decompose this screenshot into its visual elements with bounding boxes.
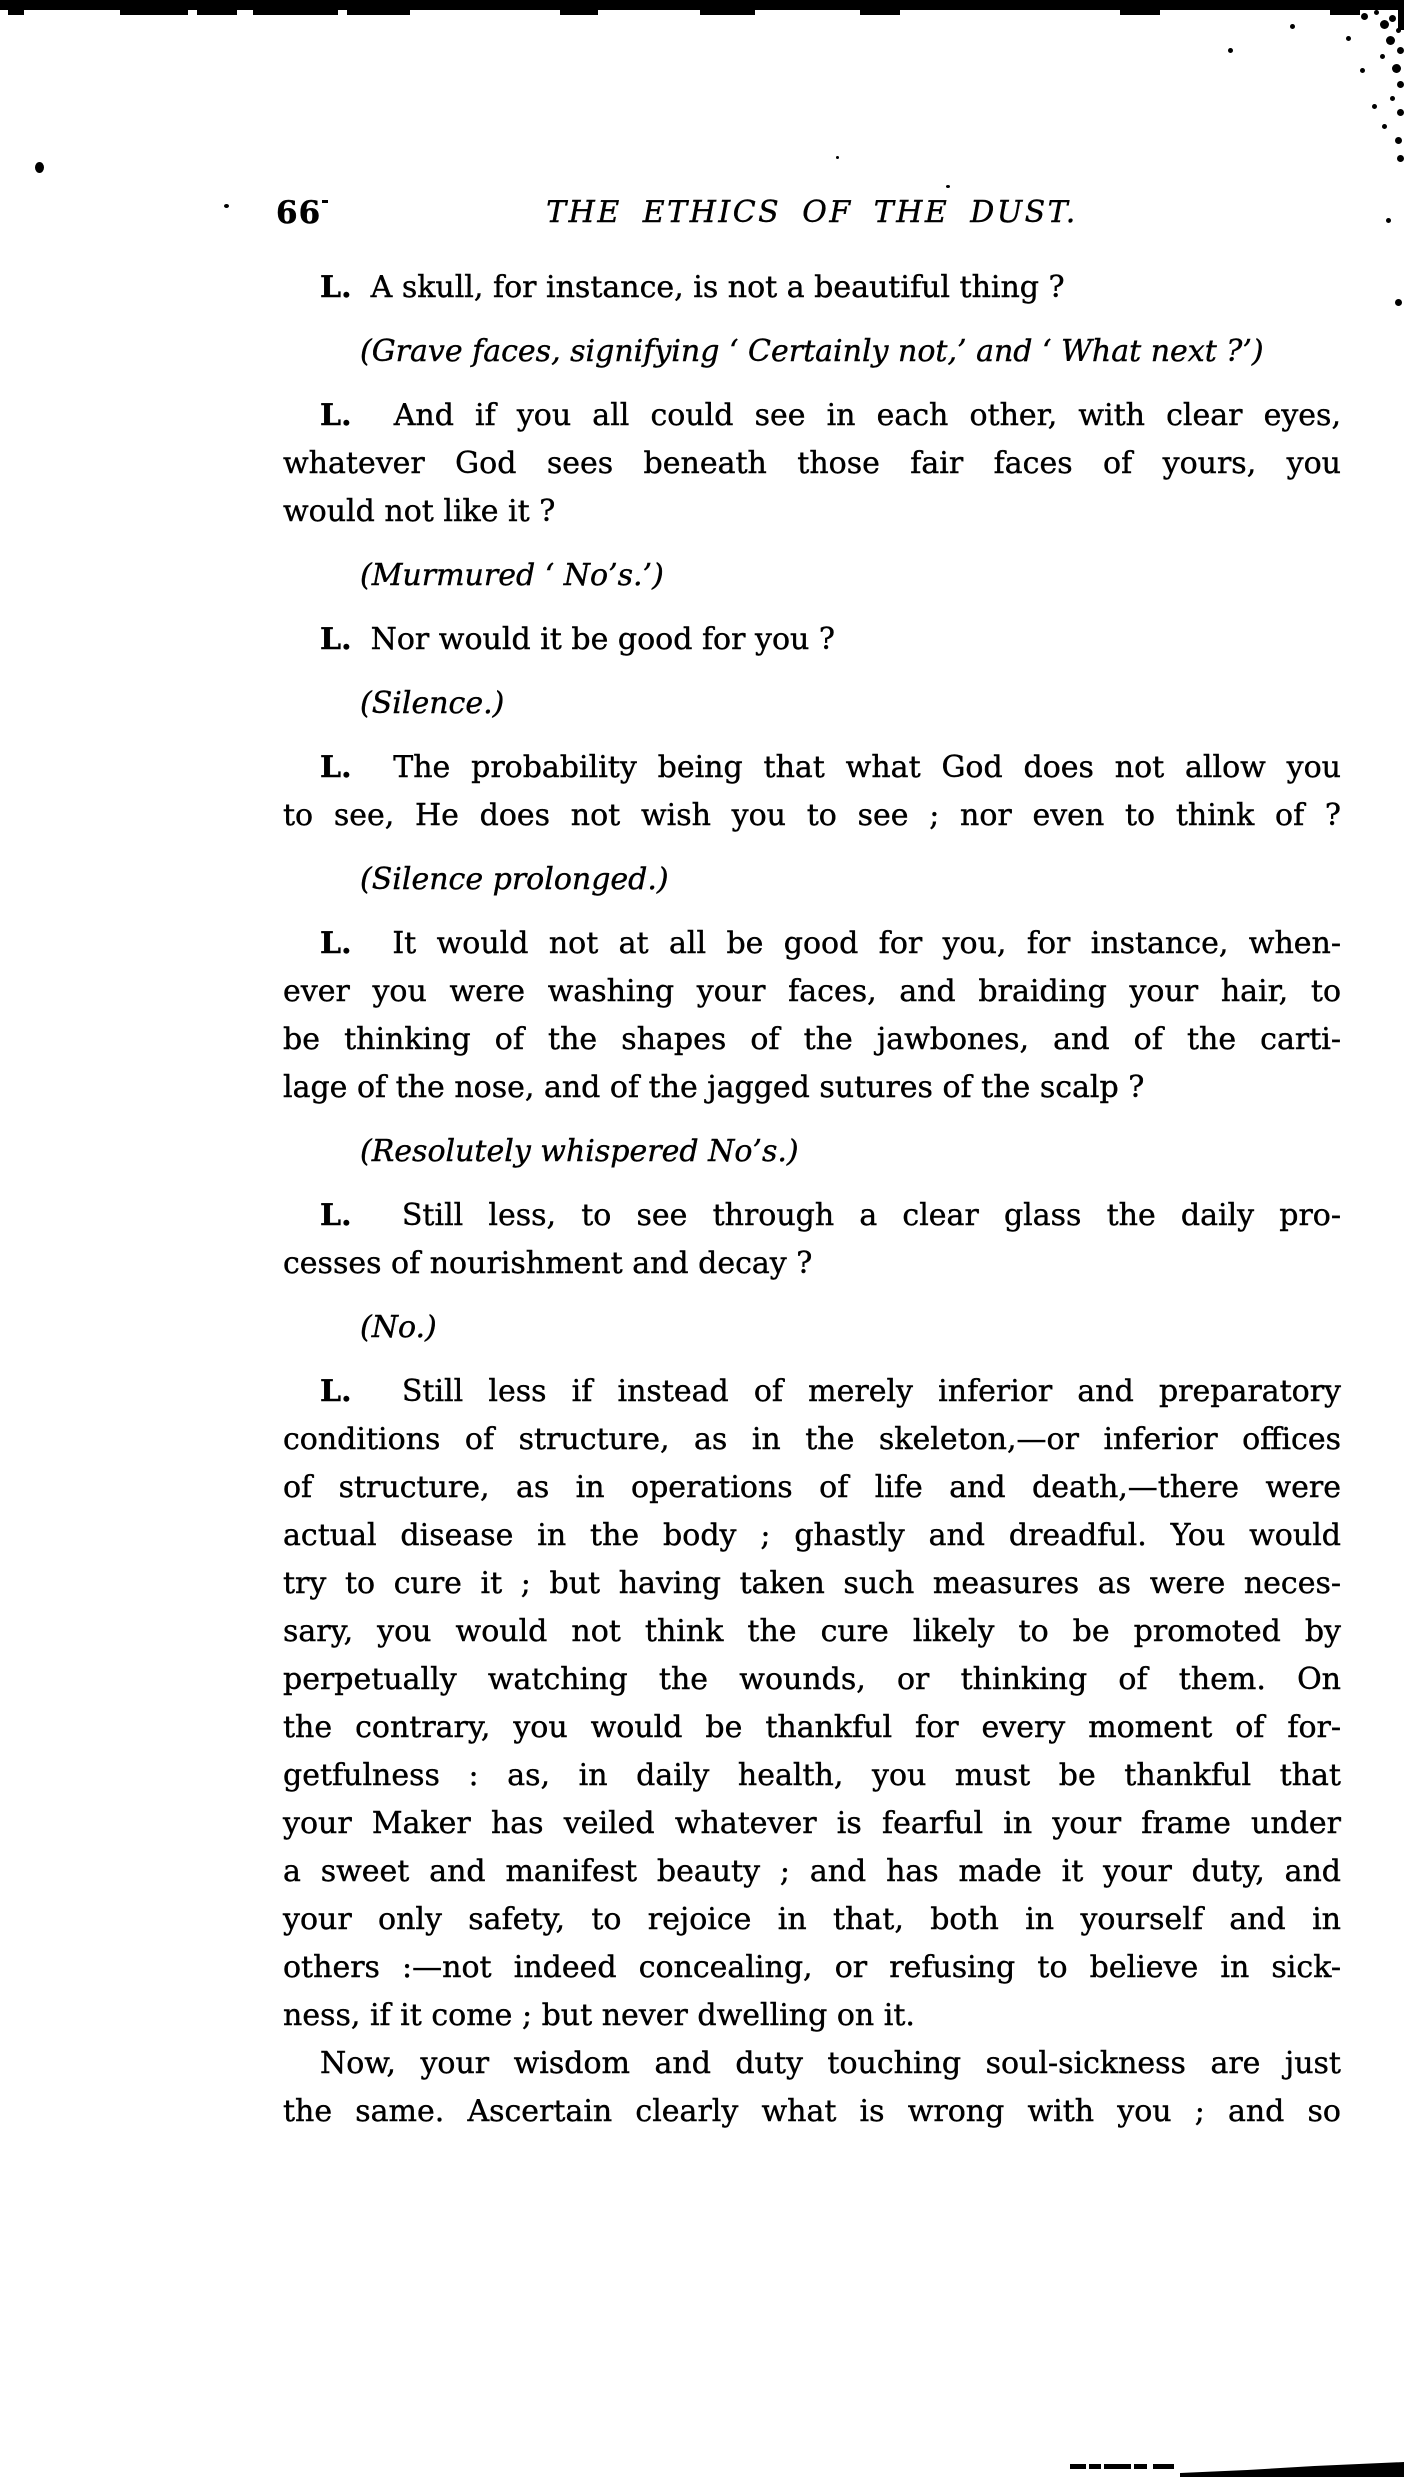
scan-noise-top-dash [197, 10, 237, 15]
block-stage [283, 1128, 1341, 1176]
text-line: actual disease in the body ; ghastly and dreadful. You would [283, 1518, 1341, 1553]
text-line: (Murmured ‘ No’s.’) [360, 558, 664, 593]
text-line: Now, your wisdom and duty touching soul-sickness are just [320, 2046, 1341, 2081]
block-stage [283, 328, 1341, 376]
text-line: ness, if it come ; but never dwelling on it. [283, 1998, 915, 2033]
text-line: L. Nor would it be good for you ? [320, 622, 835, 657]
text-line: L. The probability being that what God does not allow you [320, 750, 1341, 785]
text-line: ever you were washing your faces, and braiding your hair, to [283, 974, 1341, 1009]
scan-noise-margin-dot [35, 162, 44, 173]
text-line: a sweet and manifest beauty ; and has made it your duty, and [283, 1854, 1341, 1889]
block-stage [283, 1304, 1341, 1352]
text-line: lage of the nose, and of the jagged sutures of the scalp ? [283, 1070, 1145, 1105]
scan-noise-top-dash [860, 10, 900, 15]
text-line: cesses of nourishment and decay ? [283, 1246, 813, 1281]
scan-noise-bottom-dash [1153, 2464, 1174, 2469]
block-dialogue [283, 616, 1341, 664]
speaker-label: L. [320, 1374, 352, 1409]
text-line: to see, He does not wish you to see ; nor even to think of ? [283, 798, 1341, 833]
scan-noise-top-dash [253, 10, 338, 15]
scan-noise-speck [836, 156, 839, 159]
scan-noise-top-dash [8, 10, 24, 15]
scan-noise-right-edge [1398, 0, 1404, 30]
text-line: (Resolutely whispered No’s.) [360, 1134, 799, 1169]
scan-noise-bottom-bar [1180, 2462, 1404, 2477]
speaker-label: L. [320, 750, 352, 785]
scan-noise-speck [224, 204, 229, 208]
text-line: the same. Ascertain clearly what is wrong with you ; and so [283, 2094, 1341, 2129]
text-line: (No.) [360, 1310, 437, 1345]
text-block [283, 264, 1341, 2136]
running-title: THE ETHICS OF THE DUST. [546, 195, 1078, 230]
scan-noise-top-bar [0, 0, 1404, 10]
text-line: perpetually watching the wounds, or thinking of them. On [283, 1662, 1341, 1697]
text-line: whatever God sees beneath those fair faces of yours, you [283, 446, 1341, 481]
scan-noise-speck [946, 185, 950, 188]
block-stage [283, 856, 1341, 904]
scan-noise-corner-specks [1352, 8, 1357, 13]
scan-noise-bottom-dash [1089, 2464, 1101, 2469]
text-line: the contrary, you would be thankful for every moment of for- [283, 1710, 1341, 1745]
block-narrative [283, 2040, 1341, 2136]
text-line: your only safety, to rejoice in that, both in yourself and in [283, 1902, 1341, 1937]
text-line: L. Still less, to see through a clear glass the daily pro- [320, 1198, 1341, 1233]
speaker-label: L. [320, 270, 352, 305]
text-line: (Silence prolonged.) [360, 862, 669, 897]
block-dialogue [283, 1368, 1341, 2040]
text-line: sary, you would not think the cure likely to be promoted by [283, 1614, 1341, 1649]
scan-noise-bottom-dash [1104, 2464, 1131, 2469]
speaker-label: L. [320, 398, 352, 433]
text-line: be thinking of the shapes of the jawbones, and of the carti- [283, 1022, 1341, 1057]
speaker-label: L. [320, 1198, 352, 1233]
speaker-label: L. [320, 926, 352, 961]
text-line: try to cure it ; but having taken such measures as were neces- [283, 1566, 1341, 1601]
text-line: L. And if you all could see in each other, with clear eyes, [320, 398, 1341, 433]
block-stage [283, 552, 1341, 600]
scan-noise-bottom-dash [1070, 2464, 1086, 2469]
scan-noise-top-dash [347, 10, 410, 15]
block-dialogue [283, 264, 1341, 312]
scan-noise-top-dash [1120, 10, 1160, 15]
scan-noise-top-dash [560, 10, 598, 15]
text-line: others :—not indeed concealing, or refusing to believe in sick- [283, 1950, 1341, 1985]
text-line: getfulness : as, in daily health, you must be thankful that [283, 1758, 1341, 1793]
text-line: L. A skull, for instance, is not a beautiful thing ? [320, 270, 1065, 305]
block-dialogue [283, 744, 1341, 840]
scan-noise-top-dash [120, 10, 188, 15]
text-line: of structure, as in operations of life and death,—there were [283, 1470, 1341, 1505]
block-dialogue [283, 392, 1341, 536]
block-stage [283, 680, 1341, 728]
speaker-label: L. [320, 622, 352, 657]
text-line: conditions of structure, as in the skeleton,—or inferior offices [283, 1422, 1341, 1457]
text-line: your Maker has veiled whatever is fearful in your frame under [283, 1806, 1341, 1841]
text-line: L. It would not at all be good for you, for instance, when- [320, 926, 1341, 961]
text-line: (Silence.) [360, 686, 505, 721]
scan-noise-bottom-dash [1134, 2464, 1147, 2469]
page-number: 66 [276, 195, 322, 231]
block-dialogue [283, 1192, 1341, 1288]
text-line: (Grave faces, signifying ‘ Certainly not,’ and ‘ What next ?’) [360, 334, 1264, 369]
text-line: L. Still less if instead of merely inferior and preparatory [320, 1374, 1341, 1409]
block-dialogue [283, 920, 1341, 1112]
text-line: would not like it ? [283, 494, 556, 529]
scan-noise-top-dash [700, 10, 755, 15]
